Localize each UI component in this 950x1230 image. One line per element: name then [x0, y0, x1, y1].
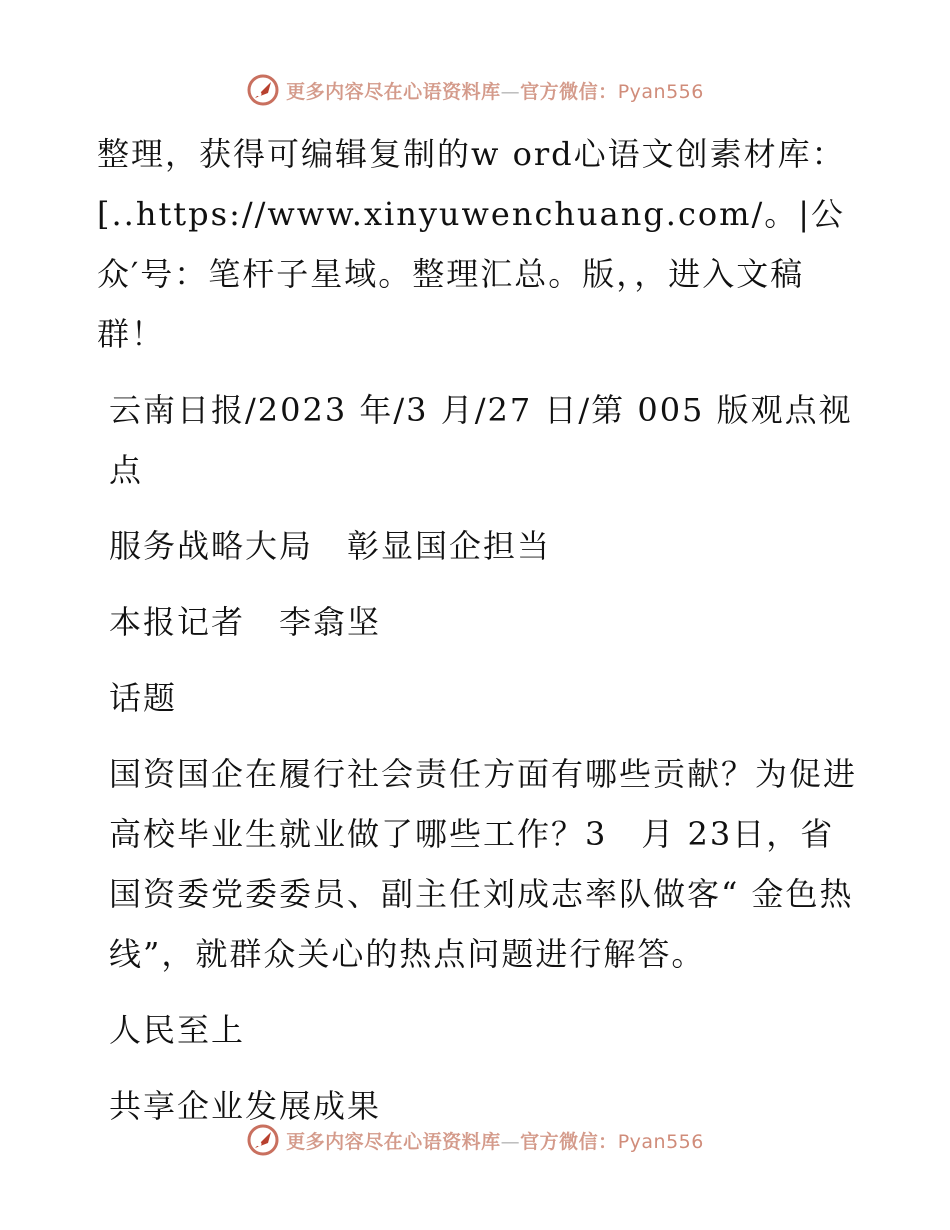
quill-circle-icon: [246, 73, 280, 107]
byline: 本报记者 李翕坚: [109, 603, 382, 641]
section-label: 话题: [109, 679, 178, 717]
subheading: 人民至上: [109, 1011, 246, 1049]
watermark-text: 更多内容尽在心语资料库—官方微信：Pyan556: [286, 1130, 704, 1153]
quill-circle-icon: [246, 1123, 280, 1157]
subheading: 共享企业发展成果: [109, 1087, 382, 1125]
intro-paragraph: 整理，获得可编辑复制的w ord心语文创素材库：[..https://www.xinyuwenchuang.com/。|公众′号：笔杆子星域。整理汇总。版，，进入文稿群！: [97, 135, 846, 353]
header-watermark: [0, 70, 950, 110]
document-body: [97, 124, 867, 1152]
footer-watermark: [0, 1120, 950, 1160]
body-paragraph: 国资国企在履行社会责任方面有哪些贡献？为促进高校毕业生就业做了哪些工作？3 月 23日，省国资委党委委员、副主任刘成志率队做客“ 金色热线”，就群众关心的热点问题进行解答。: [109, 755, 858, 973]
watermark-text: 更多内容尽在心语资料库—官方微信：Pyan556: [286, 80, 704, 103]
article-title: 服务战略大局 彰显国企担当: [109, 527, 552, 565]
source-line: 云南日报/2023 年/3 月/27 日/第 005 版观点视点: [109, 391, 853, 489]
